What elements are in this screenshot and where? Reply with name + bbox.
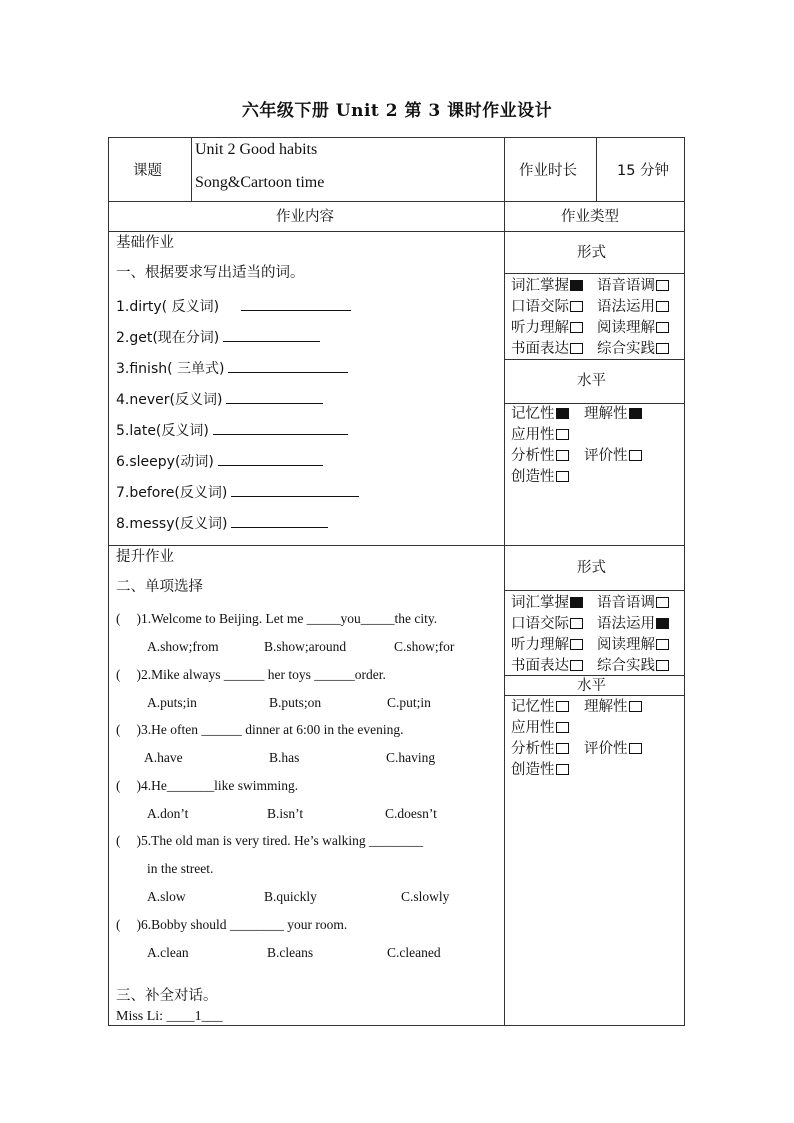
type-column-heading: 作业类型 [561, 209, 619, 225]
row-divider [109, 231, 684, 232]
option-label: 口语交际 [511, 299, 569, 315]
checkbox[interactable] [629, 408, 642, 419]
advanced-level-label: 水平 [577, 678, 606, 694]
checkbox[interactable] [656, 301, 669, 312]
level-option[interactable] [584, 698, 642, 716]
checkbox[interactable] [556, 429, 569, 440]
option-label: 阅读理解 [597, 637, 655, 653]
dialogue-heading: 三、补全对话。 [116, 988, 218, 1004]
option-label: 听力理解 [511, 637, 569, 653]
checkbox[interactable] [629, 450, 642, 461]
col-divider [596, 138, 597, 201]
col-divider [191, 138, 192, 201]
answer-option-a[interactable]: A.have [144, 750, 183, 765]
level-option[interactable] [584, 405, 642, 423]
checkbox[interactable] [570, 597, 583, 608]
answer-option-b[interactable]: B.cleans [267, 944, 314, 960]
level-option[interactable] [511, 719, 569, 737]
option-label: 阅读理解 [597, 320, 655, 336]
row-divider [109, 545, 684, 546]
checkbox[interactable] [556, 764, 569, 775]
option-label: 理解性 [584, 699, 628, 715]
option-label: 书面表达 [511, 658, 569, 674]
question-stem: 5.The old man is very tired. He’s walking ________ [141, 833, 423, 848]
checkbox[interactable] [556, 408, 569, 419]
option-label: 语音语调 [597, 278, 655, 294]
option-label: 语法运用 [597, 616, 655, 632]
checkbox[interactable] [629, 743, 642, 754]
option-label: 词汇掌握 [511, 278, 569, 294]
question-stem: 1.Welcome to Beijing. Let me _____you_____the city. [141, 611, 438, 626]
answer-option-b[interactable]: B.has [269, 750, 300, 765]
checkbox[interactable] [570, 343, 583, 354]
fill-in-item [116, 390, 323, 410]
option-label: 分析性 [511, 448, 555, 464]
question-stem: 3.He often ______ dinner at 6:00 in the evening. [141, 722, 404, 737]
checkbox[interactable] [656, 343, 669, 354]
type-option[interactable] [511, 594, 583, 612]
option-label: 综合实践 [597, 658, 655, 674]
row-divider [504, 695, 684, 696]
type-option[interactable] [597, 319, 669, 337]
checkbox[interactable] [570, 639, 583, 650]
answer-option-c[interactable]: C.doesn’t [385, 805, 437, 821]
answer-blank[interactable] [226, 390, 323, 404]
dialogue-line: Miss Li: ____1___ [116, 1009, 223, 1024]
option-label: 记忆性 [511, 406, 555, 422]
content-column-heading: 作业内容 [276, 209, 334, 225]
option-label: 词汇掌握 [511, 595, 569, 611]
fill-in-item [116, 421, 348, 441]
option-label: 语法运用 [597, 299, 655, 315]
type-option[interactable] [511, 298, 583, 316]
option-label: 记忆性 [511, 699, 555, 715]
basic-heading: 基础作业 [116, 235, 174, 251]
option-label: 评价性 [584, 448, 628, 464]
answer-option-c[interactable]: C.show;for [394, 639, 455, 654]
fill-in-prompt: 3.finish( 三单式) [116, 361, 225, 377]
level-option[interactable] [511, 698, 569, 716]
option-label: 理解性 [584, 406, 628, 422]
basic-instruction: 一、根据要求写出适当的词。 [116, 265, 305, 281]
checkbox[interactable] [556, 722, 569, 733]
answer-option-c[interactable]: C.slowly [401, 889, 450, 904]
question-stem-row [116, 777, 298, 795]
answer-option-a[interactable]: A.don’t [147, 805, 189, 821]
answer-blank[interactable] [231, 514, 328, 528]
fill-in-item [116, 328, 320, 348]
answer-option-c[interactable]: C.cleaned [387, 944, 441, 960]
answer-option-a[interactable]: A.puts;in [147, 694, 197, 710]
checkbox[interactable] [570, 618, 583, 629]
checkbox[interactable] [556, 701, 569, 712]
checkbox[interactable] [656, 322, 669, 333]
page-title: 六年级下册 Unit 2 第 3 课时作业设计 [241, 101, 553, 121]
answer-option-c[interactable]: C.put;in [387, 694, 431, 710]
question-stem-row [116, 832, 423, 850]
checkbox[interactable] [656, 280, 669, 291]
type-option[interactable] [511, 319, 583, 337]
answer-option-b[interactable]: B.puts;on [269, 694, 322, 710]
type-option[interactable] [597, 298, 669, 316]
advanced-form-label: 形式 [577, 560, 606, 576]
fill-in-prompt: 6.sleepy(动词) [116, 454, 214, 470]
answer-paren-close: ) [136, 611, 141, 626]
topic-unit: Unit 2 Good habits [195, 141, 318, 158]
question-stem: 6.Bobby should ________ your room. [141, 916, 348, 932]
fill-in-item [116, 514, 328, 534]
answer-paren-open: ( [116, 666, 121, 682]
question-stem-row [116, 610, 437, 628]
answer-paren-open: ( [116, 916, 121, 932]
answer-paren-close: ) [136, 666, 141, 682]
option-label: 口语交际 [511, 616, 569, 632]
type-option[interactable] [511, 657, 583, 675]
checkbox[interactable] [556, 743, 569, 754]
type-option[interactable] [511, 340, 583, 358]
answer-option-b[interactable]: B.show;around [264, 639, 347, 654]
type-option[interactable] [597, 594, 669, 612]
row-divider [504, 590, 684, 591]
answer-option-b[interactable]: B.isn’t [267, 805, 304, 821]
option-label: 书面表达 [511, 341, 569, 357]
type-option[interactable] [597, 657, 669, 675]
type-option[interactable] [597, 636, 669, 654]
answer-option-c[interactable]: C.having [386, 750, 436, 765]
checkbox[interactable] [570, 322, 583, 333]
level-option[interactable] [584, 740, 642, 758]
level-option[interactable] [511, 405, 569, 423]
answer-paren-open: ( [116, 611, 121, 626]
row-divider [504, 675, 684, 676]
option-label: 听力理解 [511, 320, 569, 336]
option-label: 评价性 [584, 741, 628, 757]
answer-blank[interactable] [213, 421, 348, 435]
level-option[interactable] [511, 468, 569, 486]
answer-blank[interactable] [223, 328, 320, 342]
basic-form-label: 形式 [577, 245, 606, 261]
option-label: 创造性 [511, 469, 555, 485]
homework-table [108, 137, 685, 1026]
question-stem: 2.Mike always ______ her toys ______order. [141, 666, 386, 682]
option-label: 应用性 [511, 427, 555, 443]
row-divider [504, 273, 684, 274]
level-option[interactable] [511, 426, 569, 444]
answer-paren-open: ( [116, 777, 121, 793]
row-divider [504, 403, 684, 404]
type-option[interactable] [511, 615, 583, 633]
option-label: 创造性 [511, 762, 555, 778]
checkbox[interactable] [570, 280, 583, 291]
checkbox[interactable] [656, 660, 669, 671]
fill-in-prompt: 8.messy(反义词) [116, 516, 228, 532]
fill-in-prompt: 1.dirty( 反义词) [116, 299, 220, 315]
checkbox[interactable] [556, 450, 569, 461]
basic-level-label: 水平 [577, 373, 606, 389]
type-option[interactable] [511, 636, 583, 654]
fill-in-prompt: 4.never(反义词) [116, 392, 223, 408]
option-label: 应用性 [511, 720, 555, 736]
col-divider [504, 138, 505, 1025]
duration-label: 作业时长 [519, 163, 577, 179]
question-stem-row [116, 666, 386, 684]
answer-blank[interactable] [231, 483, 359, 497]
type-option[interactable] [597, 277, 669, 295]
question-stem-continued: in the street. [147, 861, 214, 876]
level-option[interactable] [584, 447, 642, 465]
topic-section: Song&Cartoon time [195, 174, 325, 191]
advanced-instruction: 二、单项选择 [116, 579, 203, 595]
answer-paren-open: ( [116, 833, 121, 848]
row-divider [109, 201, 684, 202]
topic-label: 课题 [133, 163, 162, 179]
answer-paren-close: ) [136, 916, 141, 932]
fill-in-prompt: 5.late(反义词) [116, 423, 209, 439]
option-label: 语音语调 [597, 595, 655, 611]
question-stem: 4.He_______like swimming. [141, 777, 299, 793]
checkbox[interactable] [656, 618, 669, 629]
duration-value: 15 分钟 [617, 163, 670, 179]
row-divider [504, 359, 684, 360]
option-label: 分析性 [511, 741, 555, 757]
fill-in-item [116, 359, 348, 379]
answer-paren-close: ) [136, 777, 141, 793]
answer-option-a[interactable]: A.show;from [147, 639, 219, 654]
answer-option-a[interactable]: A.clean [147, 944, 189, 960]
fill-in-item [116, 297, 351, 317]
advanced-heading: 提升作业 [116, 549, 174, 565]
level-option[interactable] [511, 740, 569, 758]
answer-paren-close: ) [136, 833, 141, 848]
question-stem-row [116, 721, 403, 739]
answer-option-b[interactable]: B.quickly [264, 889, 317, 904]
answer-blank[interactable] [218, 452, 323, 466]
answer-option-a[interactable]: A.slow [147, 889, 186, 904]
option-label: 综合实践 [597, 341, 655, 357]
fill-in-item [116, 452, 323, 472]
fill-in-prompt: 2.get(现在分词) [116, 330, 220, 346]
question-stem-row [116, 916, 347, 934]
checkbox[interactable] [570, 301, 583, 312]
checkbox[interactable] [570, 660, 583, 671]
type-option[interactable] [597, 615, 669, 633]
answer-paren-open: ( [116, 722, 121, 737]
fill-in-prompt: 7.before(反义词) [116, 485, 228, 501]
level-option[interactable] [511, 447, 569, 465]
answer-paren-close: ) [136, 722, 141, 737]
answer-blank[interactable] [228, 359, 348, 373]
checkbox[interactable] [629, 701, 642, 712]
level-option[interactable] [511, 761, 569, 779]
fill-in-item [116, 483, 359, 503]
checkbox[interactable] [556, 471, 569, 482]
checkbox[interactable] [656, 639, 669, 650]
answer-blank[interactable] [241, 297, 351, 311]
type-option[interactable] [597, 340, 669, 358]
checkbox[interactable] [656, 597, 669, 608]
type-option[interactable] [511, 277, 583, 295]
